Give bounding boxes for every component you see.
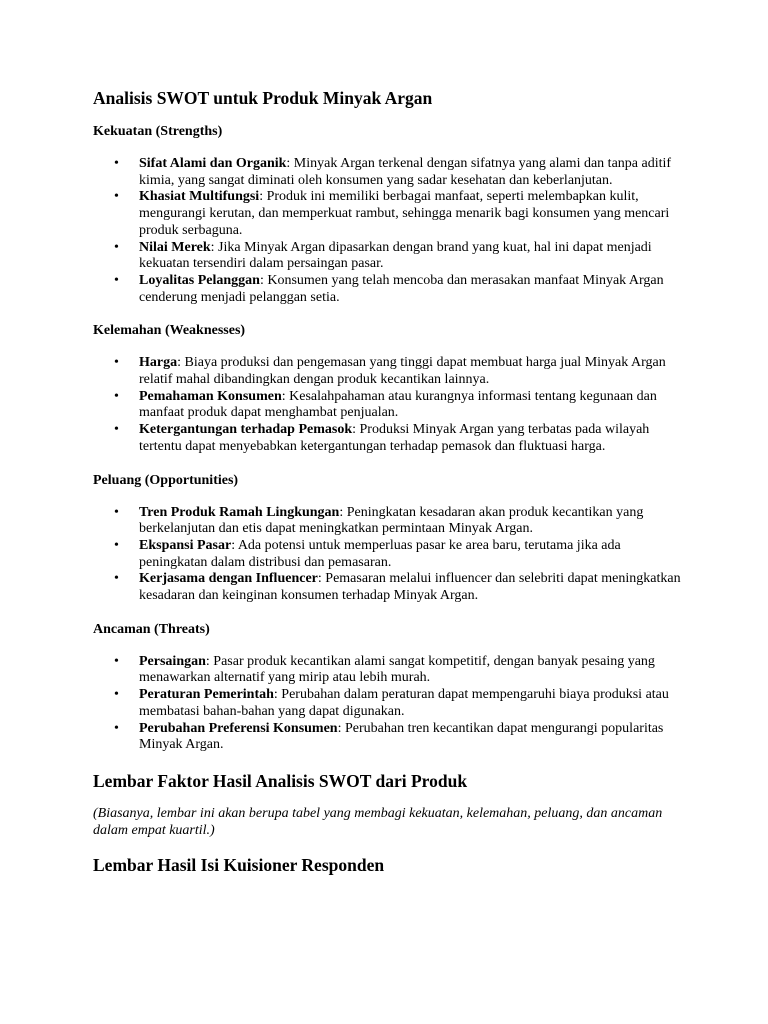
bullet-icon: • xyxy=(114,355,119,371)
weaknesses-list xyxy=(93,355,683,455)
item-text: : Produk ini memiliki berbagai manfaat, seperti melembapkan kulit, mengurangi kerutan, dan memperkuat rambut, sehingga menarik bagi konsumen yang mencari produk serbaguna. xyxy=(139,189,670,238)
item-text: : Biaya produksi dan pengemasan yang tinggi dapat membuat harga jual Minyak Argan relatif mahal dibandingkan dengan produk kecantikan lainnya. xyxy=(139,355,666,388)
document-content xyxy=(93,88,683,875)
bullet-icon: • xyxy=(114,239,119,255)
item-text: : Perubahan tren kecantikan dapat mengurangi popularitas Minyak Argan. xyxy=(139,720,664,753)
list-item xyxy=(93,240,683,273)
item-term: Peraturan Pemerintah xyxy=(139,687,274,703)
bullet-icon: • xyxy=(114,272,119,288)
item-text: : Produksi Minyak Argan yang terbatas pada wilayah tertentu dapat menyebabkan ketergantungan terhadap pemasok dan fluktuasi harga. xyxy=(139,422,650,454)
bullet-icon: • xyxy=(114,504,119,520)
document-title: Analisis SWOT untuk Produk Minyak Argan xyxy=(93,88,433,108)
item-term: Tren Produk Ramah Lingkungan xyxy=(139,504,340,520)
section-heading-opportunities: Peluang (Opportunities) xyxy=(93,472,239,488)
strengths-list xyxy=(93,156,683,306)
bullet-icon: • xyxy=(114,388,119,404)
item-term: Ketergantungan terhadap Pemasok xyxy=(139,422,353,438)
bullet-icon: • xyxy=(114,687,119,703)
item-text: : Konsumen yang telah mencoba dan merasakan manfaat Minyak Argan cenderung menjadi pelanggan setia. xyxy=(139,272,664,305)
bullet-icon: • xyxy=(114,422,119,438)
item-text: : Ada potensi untuk memperluas pasar ke area baru, terutama jika ada peningkatan dalam distribusi dan pemasaran. xyxy=(139,537,621,570)
item-term: Perubahan Preferensi Konsumen xyxy=(139,720,338,736)
list-item xyxy=(93,189,683,239)
item-term: Persaingan xyxy=(139,653,206,669)
item-term: Harga xyxy=(139,355,178,371)
bullet-icon: • xyxy=(114,571,119,587)
questionnaire-sheet-heading: Lembar Hasil Isi Kuisioner Responden xyxy=(93,855,385,876)
threats-list xyxy=(93,654,683,754)
list-item xyxy=(93,422,683,455)
item-term: Ekspansi Pasar xyxy=(139,537,232,553)
list-item xyxy=(93,687,683,720)
opportunities-list xyxy=(93,505,683,605)
list-item xyxy=(93,538,683,571)
item-term: Nilai Merek xyxy=(139,239,211,255)
section-heading-strengths: Kekuatan (Strengths) xyxy=(93,124,223,139)
item-text: : Perubahan dalam peraturan dapat mempengaruhi biaya produksi atau membatasi bahan-bahan yang dapat digunakan. xyxy=(139,687,669,719)
item-term: Loyalitas Pelanggan xyxy=(139,272,260,288)
item-text: : Kesalahpahaman atau kurangnya informasi tentang kegunaan dan manfaat produk dapat menghambat penjualan. xyxy=(139,388,657,421)
item-term: Pemahaman Konsumen xyxy=(139,388,282,404)
item-text: : Jika Minyak Argan dipasarkan dengan brand yang kuat, hal ini dapat menjadi kekuatan tersendiri dalam persaingan pasar. xyxy=(139,239,652,272)
item-text: : Pemasaran melalui influencer dan selebriti dapat meningkatkan kesadaran dan keinginan konsumen terhadap Minyak Argan. xyxy=(139,571,681,604)
item-text: : Peningkatan kesadaran akan produk kecantikan yang berkelanjutan dan etis dapat meningkatkan permintaan Minyak Argan. xyxy=(139,504,644,537)
bullet-icon: • xyxy=(114,720,119,736)
list-item xyxy=(93,571,683,604)
list-item xyxy=(93,355,683,388)
bullet-icon: • xyxy=(114,537,119,553)
section-heading-threats: Ancaman (Threats) xyxy=(93,621,210,637)
item-text: : Pasar produk kecantikan alami sangat kompetitif, dengan banyak pesaing yang menawarkan alternatif yang mirip atau lebih murah. xyxy=(139,653,655,686)
item-text: : Minyak Argan terkenal dengan sifatnya yang alami dan tanpa aditif kimia, yang sangat diminati oleh konsumen yang sadar kesehatan dan keberlanjutan. xyxy=(139,156,672,188)
list-item xyxy=(93,156,683,189)
factor-sheet-heading: Lembar Faktor Hasil Analisis SWOT dari Produk xyxy=(93,770,468,791)
list-item xyxy=(93,389,683,422)
factor-sheet-note: (Biasanya, lembar ini akan berupa tabel yang membagi kekuatan, kelemahan, peluang, dan ancaman dalam empat kuartil.) xyxy=(93,805,663,838)
item-term: Kerjasama dengan Influencer xyxy=(139,571,318,587)
bullet-icon: • xyxy=(114,653,119,669)
list-item xyxy=(93,505,683,538)
list-item xyxy=(93,273,683,306)
bullet-icon: • xyxy=(114,189,119,205)
list-item xyxy=(93,654,683,687)
item-term: Sifat Alami dan Organik xyxy=(139,156,287,171)
bullet-icon: • xyxy=(114,156,119,171)
section-heading-weaknesses: Kelemahan (Weaknesses) xyxy=(93,323,246,339)
item-term: Khasiat Multifungsi xyxy=(139,189,260,205)
list-item xyxy=(93,721,683,754)
